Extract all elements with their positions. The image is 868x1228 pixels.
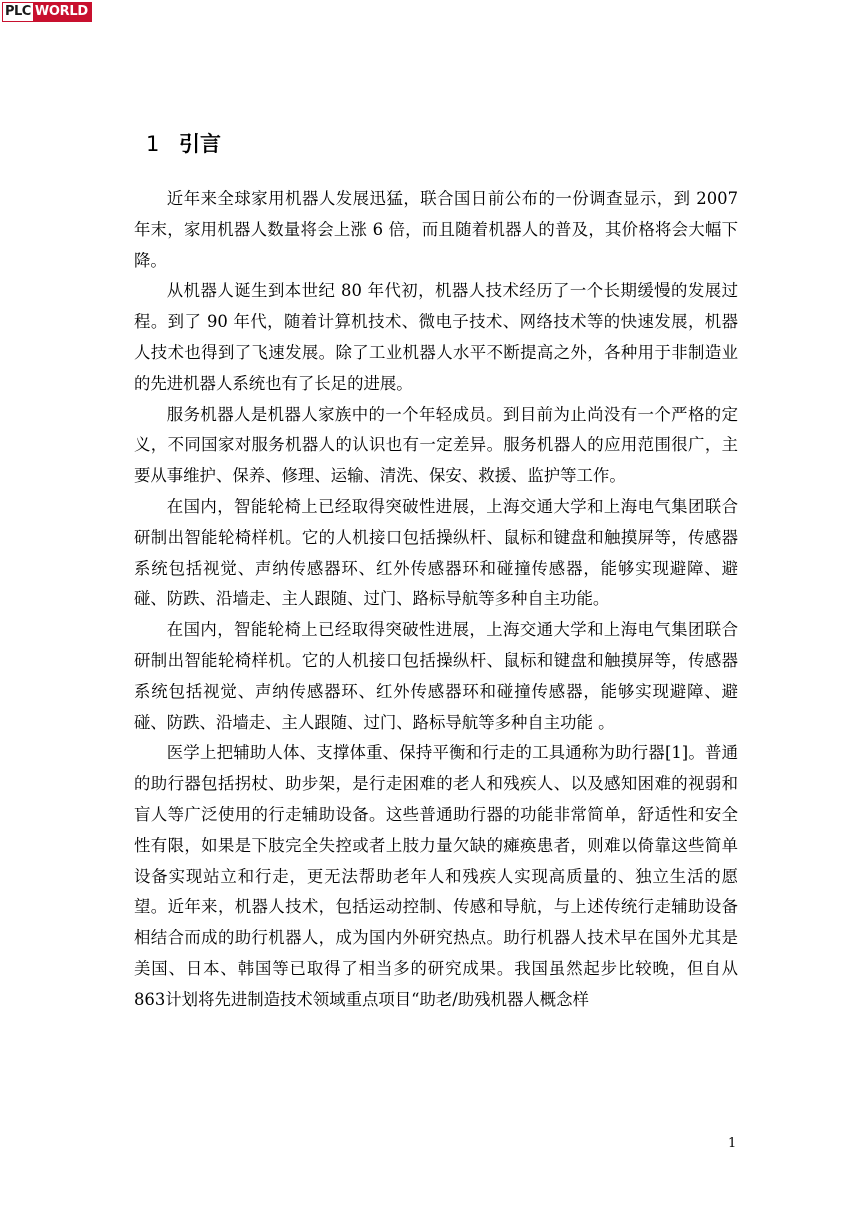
section-number: 1 bbox=[146, 132, 160, 156]
paragraph-3: 服务机器人是机器人家族中的一个年轻成员。到目前为止尚没有一个严格的定义，不同国家对服务机器人的认识也有一定差异。服务机器人的应用范围很广，主要从事维护、保养、修理、运输、清洗、保安、救援、监护等工作。 bbox=[134, 404, 738, 486]
paragraph-6: 医学上把辅助人体、支撑体重、保持平衡和行走的工具通称为助行器[1]。普通的助行器包括拐杖、助步架，是行走困难的老人和残疾人、以及感知困难的视弱和盲人等广泛使用的行走辅助设备。这些普通助行器的功能非常简单，舒适性和安全性有限，如果是下肢完全失控或者上肢力量欠缺的瘫痪患者，则难以倚靠这些简单设备实现站立和行走，更无法帮助老年人和残疾人实现高质量的、独立生活的愿望。近年来，机器人技术，包括运动控制、传感和导航，与上述传统行走辅助设备相结合而成的助行机器人，成为国内外研究热点。助行机器人技术早在国外尤其是美国、日本、韩国等已取得了相当多的研究成果。我国虽然起步比较晚，但自从863计划将先进制造技术领域重点项目“助老/助残机器人概念样 bbox=[134, 743, 738, 1009]
page-number: 1 bbox=[728, 1136, 737, 1151]
body-text bbox=[134, 184, 738, 1016]
paragraph-2: 从机器人诞生到本世纪 80 年代初，机器人技术经历了一个长期缓慢的发展过程。到了 90 年代，随着计算机技术、微电子技术、网络技术等的快速发展，机器人技术也得到了飞速发展。除了工业机器人水平不断提高之外，各种用于非制造业的先进机器人系统也有了长足的进展。 bbox=[134, 281, 738, 393]
plcworld-logo bbox=[2, 2, 92, 22]
paragraph-5: 在国内，智能轮椅上已经取得突破性进展，上海交通大学和上海电气集团联合研制出智能轮椅样机。它的人机接口包括操纵杆、鼠标和键盘和触摸屏等，传感器系统包括视觉、声纳传感器环、红外传感器环和碰撞传感器，能够实现避障、避碰、防跌、沿墙走、主人跟随、过门、路标导航等多种自主功能 。 bbox=[134, 620, 738, 732]
logo-text-plc: PLC bbox=[5, 4, 31, 19]
logo-text-world: WORLD bbox=[33, 3, 91, 21]
paragraph-4: 在国内，智能轮椅上已经取得突破性进展，上海交通大学和上海电气集团联合研制出智能轮椅样机。它的人机接口包括操纵杆、鼠标和键盘和触摸屏等，传感器系统包括视觉、声纳传感器环、红外传感器环和碰撞传感器，能够实现避障、避碰、防跌、沿墙走、主人跟随、过门、路标导航等多种自主功能。 bbox=[134, 496, 738, 609]
section-title: 引言 bbox=[179, 132, 221, 156]
section-heading bbox=[146, 130, 221, 158]
paragraph-1: 近年来全球家用机器人发展迅猛，联合国日前公布的一份调查显示，到 2007 年末，家用机器人数量将会上涨 6 倍，而且随着机器人的普及，其价格将会大幅下降。 bbox=[134, 189, 738, 270]
